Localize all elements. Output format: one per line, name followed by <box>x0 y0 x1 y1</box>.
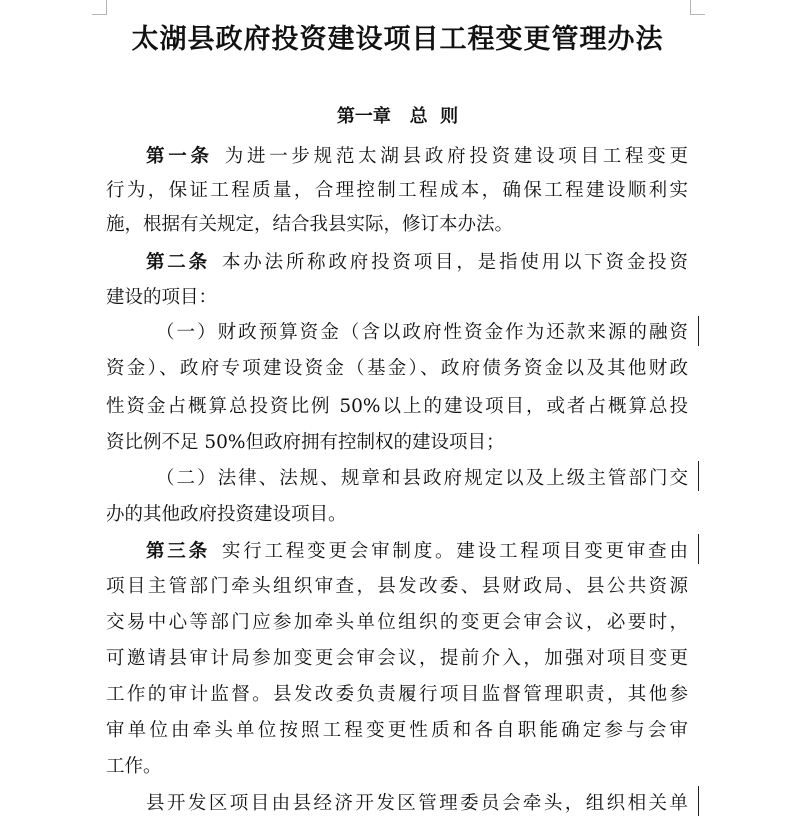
article-1-text-1: 为进一步规范太湖县政府投资建设项目工程变更 <box>224 146 688 167</box>
article-1-label: 第一条 <box>146 146 213 167</box>
item-1-line-1: （一）财政预算资金（含以政府性资金作为还款来源的融资 <box>156 322 688 343</box>
item-2-line-1: （二）法律、法规、规章和县政府规定以及上级主管部门交 <box>156 468 688 489</box>
item-1-line-2: 资金）、政府专项建设资金（基金）、政府债务资金以及其他财政 <box>106 358 688 379</box>
article-2-line-1 <box>106 248 688 278</box>
paragraph-4-line-1: 县开发区项目由县经济开发区管理委员会牵头，组织相关单 <box>146 793 688 814</box>
document-title: 太湖县政府投资建设项目工程变更管理办法 <box>131 24 664 55</box>
article-3-line-1 <box>106 537 688 567</box>
article-3-line-7: 工作。 <box>106 756 162 777</box>
article-1-line-3: 施，根据有关规定，结合我县实际，修订本办法。 <box>106 214 514 235</box>
article-2-text-1: 本办法所称政府投资项目，是指使用以下资金投资 <box>221 252 688 273</box>
article-3-label: 第三条 <box>146 541 210 562</box>
chapter-heading: 第一章 总 则 <box>336 106 459 127</box>
item-2-line-2: 办的其他政府投资建设项目。 <box>106 504 347 525</box>
article-2-label: 第二条 <box>146 252 210 273</box>
change-bar <box>698 534 699 564</box>
article-3-line-2: 项目主管部门牵头组织审查，县发改委、县财政局、县公共资源 <box>106 576 688 597</box>
article-3-text-1: 实行工程变更会审制度。建设工程项目变更审查由 <box>221 541 688 562</box>
crop-mark-top-left <box>92 0 107 15</box>
article-3-line-4: 可邀请县审计局参加变更会审会议，提前介入，加强对项目变更 <box>106 648 688 669</box>
crop-mark-top-right <box>690 0 705 15</box>
change-bar <box>698 786 699 816</box>
article-3-line-6: 审单位由牵头单位按照工程变更性质和各自职能确定参与会审 <box>106 720 688 741</box>
article-1-line-1 <box>106 142 688 172</box>
item-1-line-3: 性资金占概算总投资比例 50%以上的建设项目，或者占概算总投 <box>106 396 688 417</box>
item-1-line-4: 资比例不足 50%但政府拥有控制权的建设项目； <box>106 432 505 453</box>
article-3-line-5: 工作的审计监督。县发改委负责履行项目监督管理职责，其他参 <box>106 684 688 705</box>
article-2-line-2: 建设的项目： <box>106 287 218 308</box>
article-3-line-3: 交易中心等部门应参加牵头单位组织的变更会审会议，必要时， <box>106 612 688 633</box>
article-1-line-2: 行为，保证工程质量，合理控制工程成本，确保工程建设顺利实 <box>106 180 688 201</box>
change-bar <box>698 316 699 346</box>
change-bar <box>698 461 699 491</box>
